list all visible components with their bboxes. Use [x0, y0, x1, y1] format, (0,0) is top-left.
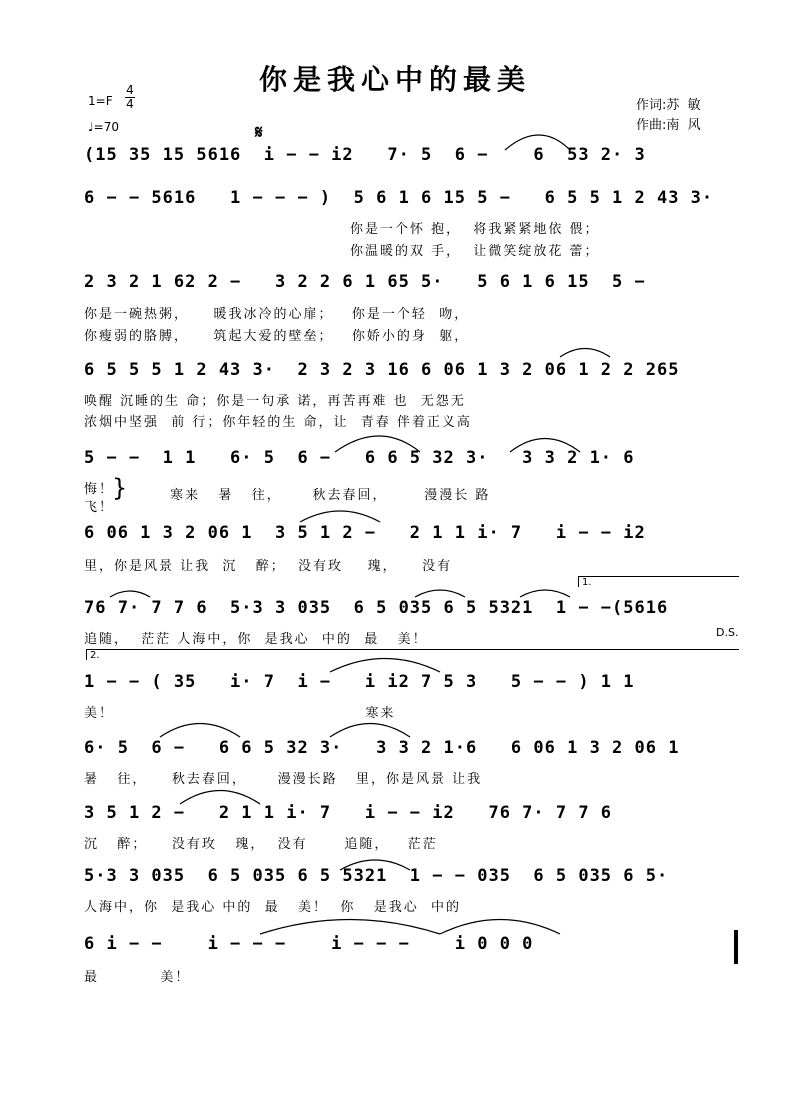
system-6-notes: 6 06 1 3 2 06 1 3 5 1 2 − 2 1 1 i· 7 i − − i2	[84, 523, 646, 543]
slur	[510, 439, 580, 453]
system-2-lyric-2: 你温暖的双 手， 让微笑绽放花 蕾；	[350, 244, 600, 259]
system-7-lyric-1: 追随， 茫茫 人海中，你 是我心 中的 最 美！	[84, 632, 428, 647]
time-signature-bottom: 4	[126, 97, 134, 111]
system-3-lyric-2: 你瘦弱的胳膊， 筑起大爱的壁垒； 你娇小的身 躯，	[84, 329, 470, 344]
lyricist-credit: 作词:苏 敏	[636, 98, 701, 113]
system-5-lyric-1: 悔！	[84, 482, 115, 497]
slur	[415, 590, 465, 597]
system-1-notes: (15 35 15 5616 i − − i2 7· 5 6 − 6 53 2· 3	[84, 145, 646, 165]
system-2-lyric-1: 你是一个怀 抱， 将我紧紧地依 偎；	[350, 222, 600, 237]
system-10-notes: 3 5 1 2 − 2 1 1 i· 7 i − − i2 76 7· 7 7 6	[84, 803, 613, 823]
volta-1-label: 1.	[582, 577, 592, 588]
system-2-notes: 6 − − 5616 1 − − − ) 5 6 1 6 15 5 − 6 5 5 1 2 43 3·	[84, 188, 714, 208]
system-5-lyric-3: 寒来 暑 往， 秋去春回， 漫漫长 路	[170, 488, 491, 503]
system-5-lyric-2: 飞！	[84, 500, 115, 515]
slur	[160, 724, 240, 738]
lyric-brace: }	[112, 474, 128, 502]
slur	[440, 920, 560, 935]
slur	[110, 591, 150, 597]
slur	[505, 135, 570, 150]
system-9-lyric-1: 暑 往， 秋去春回， 漫漫长路 里，你是风景 让我	[84, 772, 483, 787]
system-9-notes: 6· 5 6 − 6 6 5 32 3· 3 3 2 1·6 6 06 1 3 2 06 1	[84, 738, 680, 758]
composer-credit: 作曲:南 风	[636, 118, 701, 133]
system-6-lyric-1: 里，你是风景 让我 沉 醉； 没有玫 瑰， 没有	[84, 559, 453, 574]
system-7-notes: 76 7· 7 7 6 5·3 3 035 6 5 035 6 5 5321 1 − −(5616	[84, 598, 669, 618]
system-4-lyric-1: 唤醒 沉睡的生 命；你是一句承 诺，再苦再难 也 无怨无	[84, 394, 466, 409]
slur	[330, 659, 440, 673]
system-12-notes: 6 i − − i − − − i − − − i 0 0 0	[84, 934, 534, 954]
system-3-lyric-1: 你是一碗热粥， 暖我冰冷的心扉； 你是一个轻 吻，	[84, 307, 470, 322]
system-12-lyric-1: 最 美！	[84, 970, 191, 985]
system-8-lyric-1: 美！ 寒来	[84, 706, 396, 721]
volta-2-label: 2.	[90, 650, 100, 661]
key-signature: 1=F	[88, 94, 113, 108]
system-5-notes: 5 − − 1 1 6· 5 6 − 6 6 5 32 3· 3 3 2 1· 6	[84, 448, 635, 468]
slur	[335, 436, 420, 452]
system-3-notes: 2 3 2 1 62 2 − 3 2 2 6 1 65 5· 5 6 1 6 15 5 −	[84, 272, 646, 292]
slur	[260, 920, 440, 935]
segno-icon: 𝄋	[255, 122, 263, 143]
slur	[300, 511, 380, 522]
slur	[330, 724, 410, 738]
system-4-notes: 6 5 5 5 1 2 43 3· 2 3 2 3 16 6 06 1 3 2 06 1 2 2 265	[84, 360, 680, 380]
song-title: 你是我心中的最美	[258, 63, 531, 96]
system-10-lyric-1: 沉 醉； 没有玫 瑰， 没有 追随， 茫茫	[84, 837, 438, 852]
system-4-lyric-2: 浓烟中坚强 前 行；你年轻的生 命，让 青春 伴着正义高	[84, 415, 472, 430]
slur	[560, 349, 610, 358]
slur	[180, 791, 260, 805]
system-11-notes: 5·3 3 035 6 5 035 6 5 5321 1 − − 035 6 5 035 6 5·	[84, 866, 669, 886]
tempo-marking: ♩=70	[88, 120, 119, 134]
system-11-lyric-1: 人海中，你 是我心 中的 最 美！ 你 是我心 中的	[84, 900, 461, 915]
slur	[340, 860, 410, 870]
dal-segno-marking: D.S.	[716, 626, 739, 639]
time-signature-top: 4	[126, 83, 134, 97]
slur	[520, 590, 570, 597]
system-8-notes: 1 − − ( 35 i· 7 i − i i2 7 5 3 5 − − ) 1 1	[84, 672, 635, 692]
